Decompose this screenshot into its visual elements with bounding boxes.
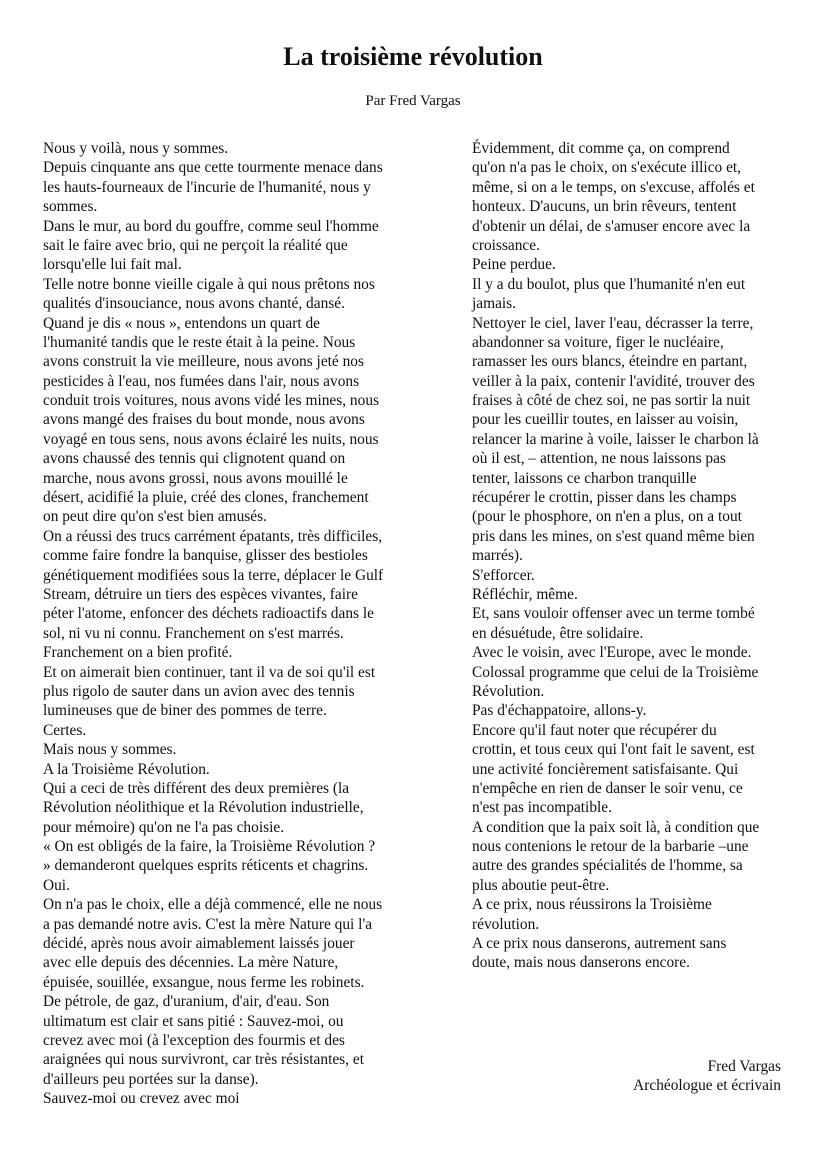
text-line: les hauts-fourneaux de l'incurie de l'humanité, nous y [43, 178, 371, 196]
text-line: d'obtenir un délai, de s'amuser encore avec la [472, 217, 751, 235]
text-line: Et, sans vouloir offenser avec un terme tombé [472, 605, 755, 623]
text-line: « On est obligés de la faire, la Troisième Révolution ? [43, 838, 376, 856]
text-line: où il est, – attention, ne nous laissons pas [472, 450, 726, 468]
text-line: abandonner sa voiture, figer le nucléaire, [472, 333, 724, 351]
text-line: lumineuses que de biner des pommes de terre. [43, 702, 327, 720]
text-line: A la Troisième Révolution. [43, 760, 210, 778]
text-line: péter l'atome, enfoncer des déchets radioactifs dans le [43, 605, 374, 623]
text-line: Mais nous y sommes. [43, 741, 177, 759]
text-line: désert, acidifié la pluie, créé des clones, franchement [43, 489, 369, 507]
text-line: récupérer le crottin, pisser dans les champs [472, 489, 737, 507]
text-line: araignées qui nous survivront, car très résistantes, et [43, 1051, 364, 1069]
text-line: décidé, après nous avoir aimablement laissés jouer [43, 935, 355, 953]
text-line: avons mangé des fraises du bout monde, nous avons [43, 411, 365, 429]
signature-block [633, 1057, 781, 1096]
text-line: doute, mais nous danserons encore. [472, 954, 690, 972]
text-line: Réfléchir, même. [472, 585, 578, 603]
text-line: Révolution. [472, 682, 545, 700]
text-line: n'empêche en rien de danser le soir venu, ce [472, 779, 743, 797]
text-line: plus aboutie peut-être. [472, 876, 610, 894]
signature-name: Fred Vargas [707, 1058, 781, 1075]
author-byline: Par Fred Vargas [365, 93, 461, 109]
text-line: en désuétude, être solidaire. [472, 624, 644, 642]
text-line: (pour le phosphore, on n'en a plus, on a tout [472, 508, 742, 526]
text-line: A ce prix, nous réussirons la Troisième [472, 896, 712, 914]
text-line: Oui. [43, 876, 70, 894]
text-line: avons construit la vie meilleure, nous avons jeté nos [43, 353, 364, 371]
text-line: pesticides à l'eau, nos fumées dans l'air, nous avons [43, 372, 360, 390]
text-line: ramasser les ours blancs, éteindre en partant, [472, 353, 748, 371]
text-line: marche, nous avons grossi, nous avons mouillé le [43, 469, 348, 487]
text-line: » demanderont quelques esprits réticents et chagrins. [43, 857, 369, 875]
text-line: sol, ni vu ni connu. Franchement on s'est marrés. [43, 624, 344, 642]
text-line: une activité foncièrement satisfaisante. Qui [472, 760, 739, 778]
text-line: veiller à la paix, contenir l'avidité, trouver des [472, 372, 755, 390]
text-line: Et on aimerait bien continuer, tant il va de soi qu'il est [43, 663, 376, 681]
text-line: nous contenions le retour de la barbarie –une [472, 838, 749, 856]
text-line: croissance. [472, 236, 540, 254]
text-line: Sauvez-moi ou crevez avec moi [43, 1090, 240, 1108]
document-title: La troisième révolution [283, 42, 543, 71]
text-line: A ce prix nous danserons, autrement sans [472, 935, 727, 953]
text-line: comme faire fondre la banquise, glisser des bestioles [43, 547, 368, 565]
text-line: voyagé en tous sens, nous avons éclairé les nuits, nous [43, 430, 379, 448]
text-line: Qui a ceci de très différent des deux premières (la [43, 779, 350, 797]
left-column [43, 139, 423, 1109]
text-line: sommes. [43, 198, 98, 216]
text-line: Quand je dis « nous », entendons un quart de [43, 314, 320, 332]
text-line: fraises à côté de chez soi, ne pas sortir la nuit [472, 392, 751, 410]
text-line: Certes. [43, 721, 87, 739]
text-line: avons chaussé des tennis qui clignotent quand on [43, 450, 346, 468]
text-line: Révolution néolithique et la Révolution industrielle, [43, 799, 364, 817]
text-line: Encore qu'il faut noter que récupérer du [472, 721, 717, 739]
text-line: ultimatum est clair et sans pitié : Sauvez-moi, ou [43, 1012, 344, 1030]
text-line: avec elle depuis des décennies. La mère Nature, [43, 954, 339, 972]
text-line: même, si on a le temps, on s'excuse, affolés et [472, 178, 755, 196]
text-line: Avec le voisin, avec l'Europe, avec le monde. [472, 644, 752, 662]
text-line: a pas demandé notre avis. C'est la mère Nature qui l'a [43, 915, 373, 933]
right-column [472, 139, 792, 973]
text-line: Pas d'échappatoire, allons-y. [472, 702, 647, 720]
signature-role: Archéologue et écrivain [633, 1077, 781, 1095]
text-line: génétiquement modifiées sous la terre, déplacer le Gulf [43, 566, 384, 584]
text-line: plus rigolo de sauter dans un avion avec des tennis [43, 682, 355, 700]
text-line: On a réussi des trucs carrément épatants, très difficiles, [43, 527, 383, 545]
text-line: tenter, laissons ce charbon tranquille [472, 469, 697, 487]
text-line: pour mémoire) qu'on ne l'a pas choisie. [43, 818, 285, 836]
text-line: jamais. [472, 295, 517, 313]
text-line: Telle notre bonne vieille cigale à qui nous prêtons nos [43, 275, 375, 293]
text-line: sait le faire avec brio, qui ne perçoit la réalité que [43, 236, 348, 254]
text-line: conduit trois voitures, nous avons vidé les mines, nous [43, 392, 380, 410]
text-line: Dans le mur, au bord du gouffre, comme seul l'homme [43, 217, 379, 235]
text-line: Depuis cinquante ans que cette tourmente menace dans [43, 159, 383, 177]
text-line: Nettoyer le ciel, laver l'eau, décrasser la terre, [472, 314, 754, 332]
text-line: qualités d'insouciance, nous avons chanté, dansé. [43, 295, 345, 313]
text-line: A condition que la paix soit là, à condition que [472, 818, 760, 836]
text-line: n'est pas incompatible. [472, 799, 612, 817]
text-line: Peine perdue. [472, 256, 556, 274]
text-line: Nous y voilà, nous y sommes. [43, 140, 229, 157]
text-line: Colossal programme que celui de la Troisième [472, 663, 759, 681]
text-line: Franchement on a bien profité. [43, 644, 233, 662]
text-line: De pétrole, de gaz, d'uranium, d'air, d'eau. Son [43, 993, 330, 1011]
text-line: autre des grandes spécialités de l'homme, sa [472, 857, 743, 875]
text-line: pour les cueillir toutes, en laisser au voisin, [472, 411, 739, 429]
text-line: Évidemment, dit comme ça, on comprend [472, 140, 730, 157]
text-line: relancer la marine à voile, laisser le charbon là [472, 430, 759, 448]
text-line: crevez avec moi (à l'exception des fourmis et des [43, 1031, 345, 1049]
text-line: S'efforcer. [472, 566, 535, 584]
text-line: lorsqu'elle lui fait mal. [43, 256, 182, 274]
text-line: marrés). [472, 547, 523, 565]
text-line: pris dans les mines, on s'est quand même bien [472, 527, 755, 545]
text-line: révolution. [472, 915, 540, 933]
text-line: Il y a du boulot, plus que l'humanité n'en eut [472, 275, 746, 293]
text-line: crottin, et tous ceux qui l'ont fait le savent, est [472, 741, 755, 759]
text-line: épuisée, souillée, exsangue, nous ferme les robinets. [43, 973, 365, 991]
text-line: l'humanité tandis que le reste était à la peine. Nous [43, 333, 356, 351]
text-line: qu'on n'a pas le choix, on s'exécute illico et, [472, 159, 742, 177]
text-line: Stream, détruire un tiers des espèces vivantes, faire [43, 585, 358, 603]
text-line: on peut dire qu'on s'est bien amusés. [43, 508, 267, 526]
text-line: On n'a pas le choix, elle a déjà commencé, elle ne nous [43, 896, 383, 914]
text-line: d'ailleurs peu portées sur la danse). [43, 1070, 259, 1088]
text-line: honteux. D'aucuns, un brin rêveurs, tentent [472, 198, 737, 216]
